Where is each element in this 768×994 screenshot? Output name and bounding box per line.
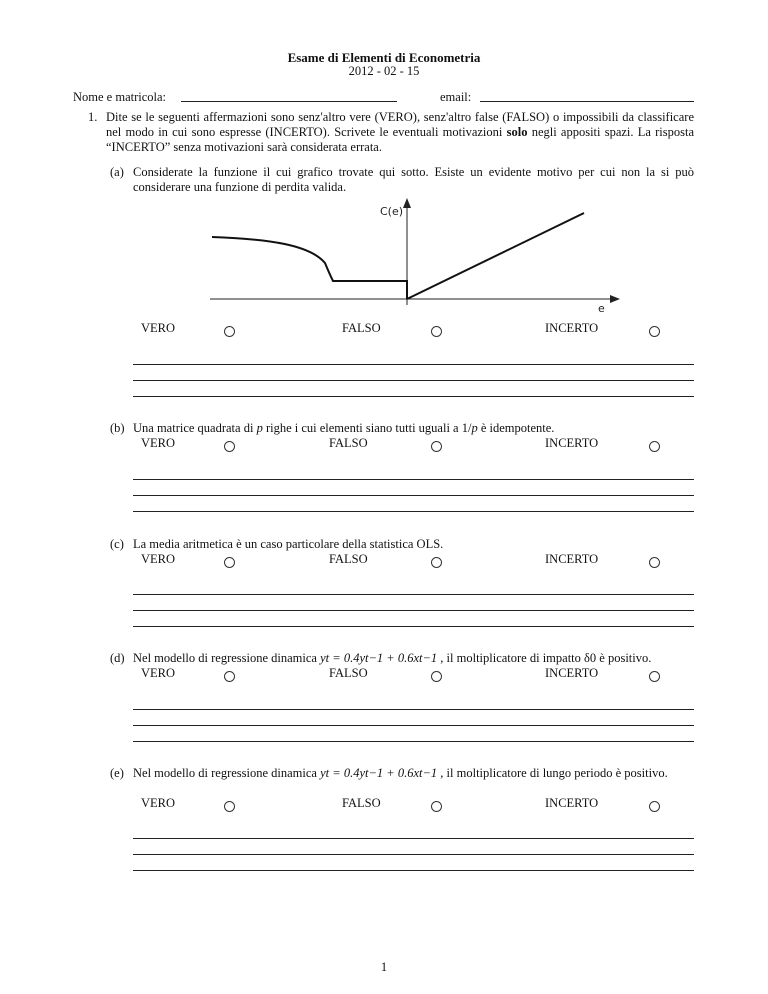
item-d-false-radio[interactable] <box>431 671 442 682</box>
exam-title: Esame di Elementi di Econometria <box>287 50 481 65</box>
name-field[interactable] <box>181 101 397 102</box>
item-c-true-radio[interactable] <box>224 557 235 568</box>
item-c-false-radio[interactable] <box>431 557 442 568</box>
item-d-text-1: Nel modello di regressione dinamica <box>133 651 317 665</box>
item-a-uncertain-radio[interactable] <box>649 326 660 337</box>
item-a-text: Considerate la funzione il cui grafico trovate qui sotto. Esiste un evidente motivo per cui non la si può considerare una funzione di perdita valida. <box>133 165 694 194</box>
item-c-answer-line-3[interactable] <box>133 626 694 627</box>
item-b-text-2: righe i cui elementi siano tutti uguali a 1/ <box>265 421 472 435</box>
question-intro <box>106 110 694 155</box>
x-axis-label: e <box>598 302 605 315</box>
loss-curve-right <box>407 213 584 299</box>
email-label: email: <box>440 90 472 104</box>
intro-text-1: Dite se le seguenti affermazioni sono senz'altro vere (VERO), senz'altro false (FALSO) o impossibili da classificare nel modo in cui sono espresse (INCERTO). Scrivete le eventuali motivazioni <box>106 110 694 139</box>
item-e-true-radio[interactable] <box>224 801 235 812</box>
item-a-uncertain-label: INCERTO <box>545 321 599 335</box>
y-axis-arrow-icon <box>403 198 411 208</box>
item-c-false-label: FALSO <box>329 552 368 566</box>
item-d-uncertain-radio[interactable] <box>649 671 660 682</box>
item-a-answer-line-1[interactable] <box>133 364 694 365</box>
item-b-text <box>133 421 554 436</box>
item-c-label: (c) <box>110 537 124 551</box>
item-e-label: (e) <box>110 766 124 780</box>
loss-curve-left <box>212 237 407 299</box>
email-field[interactable] <box>480 101 694 102</box>
item-c-text: La media aritmetica è un caso particolare della statistica OLS. <box>133 537 444 551</box>
item-e-true-label: VERO <box>141 796 176 810</box>
item-e-uncertain-label: INCERTO <box>545 796 599 810</box>
item-e-text <box>133 766 694 781</box>
item-e-text-1: Nel modello di regressione dinamica <box>133 766 317 780</box>
item-e-false-label: FALSO <box>342 796 381 810</box>
item-b-true-radio[interactable] <box>224 441 235 452</box>
item-d-uncertain-label: INCERTO <box>545 666 599 680</box>
item-a-true-radio[interactable] <box>224 326 235 337</box>
item-a-false-label: FALSO <box>342 321 381 335</box>
question-number: 1. <box>88 110 98 124</box>
item-b-true-label: VERO <box>141 436 176 450</box>
item-b-false-radio[interactable] <box>431 441 442 452</box>
item-e-equation: yt = 0.4yt−1 + 0.6xt−1 <box>320 766 438 780</box>
intro-text-2: negli appositi spazi. La risposta “INCERTO” senza motivazioni sarà considerata errata. <box>106 125 695 154</box>
item-d-answer-line-3[interactable] <box>133 741 694 742</box>
x-axis-arrow-icon <box>610 295 620 303</box>
item-b-uncertain-radio[interactable] <box>649 441 660 452</box>
name-label: Nome e matricola: <box>73 90 167 104</box>
item-e-uncertain-radio[interactable] <box>649 801 660 812</box>
item-d-true-label: VERO <box>141 666 176 680</box>
item-c-true-label: VERO <box>141 552 176 566</box>
item-b-var-p2: p <box>471 421 478 435</box>
item-c-answer-line-2[interactable] <box>133 610 694 611</box>
item-d-true-radio[interactable] <box>224 671 235 682</box>
item-d-answer-line-2[interactable] <box>133 725 694 726</box>
item-b-text-3: è idempotente. <box>480 421 555 435</box>
item-e-answer-line-2[interactable] <box>133 854 694 855</box>
item-b-answer-line-1[interactable] <box>133 479 694 480</box>
item-d-text <box>133 651 651 666</box>
item-e-false-radio[interactable] <box>431 801 442 812</box>
item-d-text-2: , il moltiplicatore di impatto δ0 è positivo. <box>440 651 652 665</box>
exam-date: 2012 - 02 - 15 <box>348 64 420 78</box>
item-b-uncertain-label: INCERTO <box>545 436 599 450</box>
item-b-text-1: Una matrice quadrata di <box>133 421 254 435</box>
item-b-answer-line-2[interactable] <box>133 495 694 496</box>
item-b-answer-line-3[interactable] <box>133 511 694 512</box>
item-e-answer-line-3[interactable] <box>133 870 694 871</box>
item-d-answer-line-1[interactable] <box>133 709 694 710</box>
item-c-uncertain-label: INCERTO <box>545 552 599 566</box>
item-b-label: (b) <box>110 421 125 435</box>
item-a-true-label: VERO <box>141 321 176 335</box>
item-a-answer-line-2[interactable] <box>133 380 694 381</box>
item-d-label: (d) <box>110 651 125 665</box>
item-a-answer-line-3[interactable] <box>133 396 694 397</box>
intro-bold: solo <box>506 125 528 139</box>
item-b-false-label: FALSO <box>329 436 368 450</box>
item-c-answer-line-1[interactable] <box>133 594 694 595</box>
item-e-text-2: , il moltiplicatore di lungo periodo è positivo. <box>440 766 668 780</box>
loss-function-graph <box>200 195 630 317</box>
y-axis-label: C(e) <box>380 205 404 218</box>
item-e-answer-line-1[interactable] <box>133 838 694 839</box>
item-d-equation: yt = 0.4yt−1 + 0.6xt−1 <box>320 651 438 665</box>
page-number: 1 <box>380 960 388 974</box>
item-c-uncertain-radio[interactable] <box>649 557 660 568</box>
item-a-false-radio[interactable] <box>431 326 442 337</box>
item-b-var-p: p <box>256 421 263 435</box>
item-a-label: (a) <box>110 165 124 179</box>
item-d-false-label: FALSO <box>329 666 368 680</box>
